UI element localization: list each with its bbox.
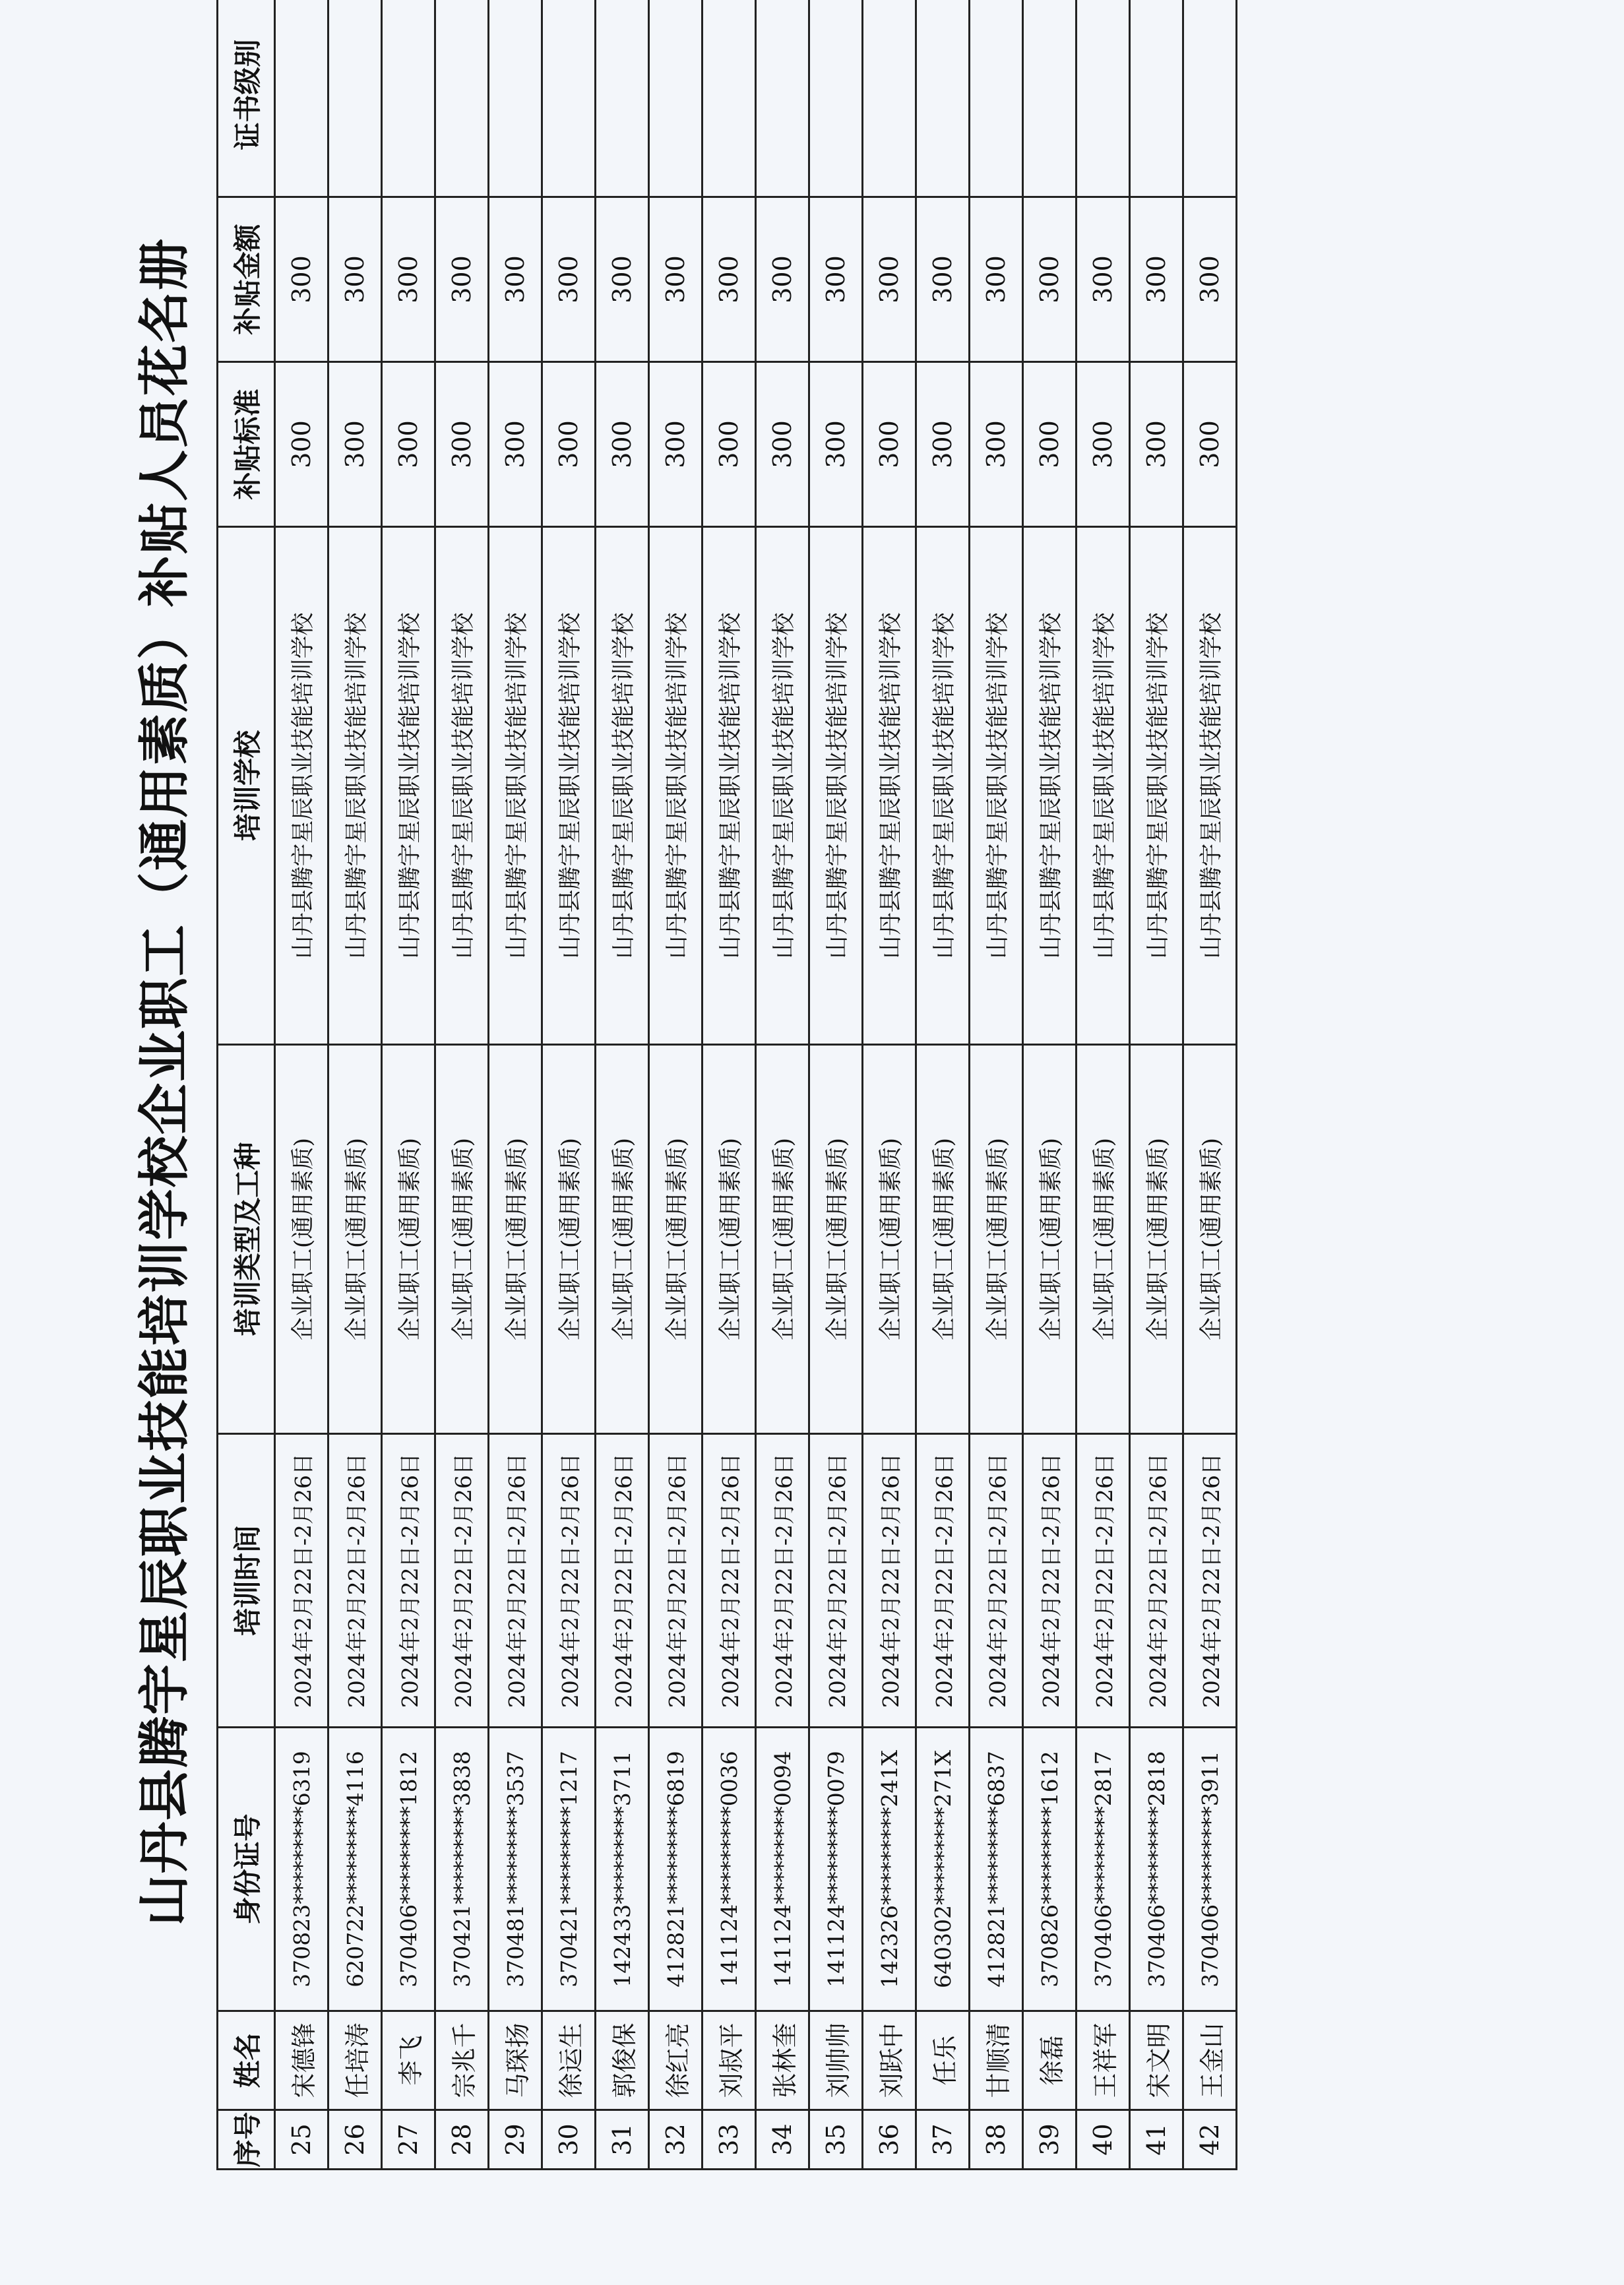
cell-id-number: 370406*********2817 (1077, 1728, 1130, 2011)
cell-subsidy-standard: 300 (970, 362, 1023, 527)
cell-training-type: 企业职工(通用素质) (916, 1045, 970, 1434)
cell-training-school: 山丹县腾宇星辰职业技能培训学校 (703, 527, 756, 1045)
cell-training-time: 2024年2月22日-2月26日 (649, 1434, 703, 1728)
table-row (328, 0, 382, 2170)
cell-training-school: 山丹县腾宇星辰职业技能培训学校 (916, 527, 970, 1045)
header-standard: 补贴标准 (218, 362, 275, 527)
cell-name: 任乐 (916, 2011, 970, 2110)
cell-subsidy-standard: 300 (1183, 362, 1237, 527)
cell-training-type: 企业职工(通用素质) (328, 1045, 382, 1434)
cell-subsidy-amount: 300 (1130, 197, 1183, 362)
cell-certificate-level (435, 0, 489, 197)
cell-training-type: 企业职工(通用素质) (1183, 1045, 1237, 1434)
cell-certificate-level (328, 0, 382, 197)
cell-seq: 34 (756, 2110, 809, 2170)
cell-training-time: 2024年2月22日-2月26日 (1077, 1434, 1130, 1728)
cell-subsidy-amount: 300 (275, 197, 328, 362)
cell-id-number: 142433*********3711 (596, 1728, 649, 2011)
cell-seq: 42 (1183, 2110, 1237, 2170)
cell-subsidy-amount: 300 (1023, 197, 1077, 362)
cell-subsidy-amount: 300 (916, 197, 970, 362)
cell-name: 刘叔平 (703, 2011, 756, 2110)
cell-training-school: 山丹县腾宇星辰职业技能培训学校 (435, 527, 489, 1045)
cell-training-type: 企业职工(通用素质) (382, 1045, 435, 1434)
cell-training-school: 山丹县腾宇星辰职业技能培训学校 (863, 527, 916, 1045)
cell-subsidy-standard: 300 (809, 362, 863, 527)
cell-id-number: 141124*********0036 (703, 1728, 756, 2011)
cell-name: 王祥军 (1077, 2011, 1130, 2110)
cell-id-number: 640302*********271X (916, 1728, 970, 2011)
cell-seq: 26 (328, 2110, 382, 2170)
cell-training-type: 企业职工(通用素质) (703, 1045, 756, 1434)
cell-certificate-level (649, 0, 703, 197)
table-row (1130, 0, 1183, 2170)
cell-name: 李飞 (382, 2011, 435, 2110)
cell-certificate-level (1183, 0, 1237, 197)
cell-subsidy-standard: 300 (596, 362, 649, 527)
cell-id-number: 141124*********0094 (756, 1728, 809, 2011)
cell-certificate-level (489, 0, 542, 197)
cell-training-time: 2024年2月22日-2月26日 (970, 1434, 1023, 1728)
cell-training-school: 山丹县腾宇星辰职业技能培训学校 (328, 527, 382, 1045)
cell-certificate-level (1077, 0, 1130, 197)
cell-certificate-level (542, 0, 596, 197)
cell-certificate-level (809, 0, 863, 197)
cell-training-school: 山丹县腾宇星辰职业技能培训学校 (1183, 527, 1237, 1045)
table-row (863, 0, 916, 2170)
cell-name: 郭俊保 (596, 2011, 649, 2110)
header-level: 证书级别 (218, 0, 275, 197)
table-row (542, 0, 596, 2170)
cell-training-school: 山丹县腾宇星辰职业技能培训学校 (970, 527, 1023, 1045)
cell-subsidy-standard: 300 (382, 362, 435, 527)
cell-training-school: 山丹县腾宇星辰职业技能培训学校 (382, 527, 435, 1045)
cell-id-number: 370406*********2818 (1130, 1728, 1183, 2011)
cell-certificate-level (863, 0, 916, 197)
cell-training-school: 山丹县腾宇星辰职业技能培训学校 (596, 527, 649, 1045)
cell-training-type: 企业职工(通用素质) (275, 1045, 328, 1434)
cell-training-time: 2024年2月22日-2月26日 (863, 1434, 916, 1728)
cell-seq: 39 (1023, 2110, 1077, 2170)
table-row (809, 0, 863, 2170)
header-type: 培训类型及工种 (218, 1045, 275, 1434)
cell-subsidy-amount: 300 (382, 197, 435, 362)
table-row (1077, 0, 1130, 2170)
cell-training-school: 山丹县腾宇星辰职业技能培训学校 (1077, 527, 1130, 1045)
cell-name: 宋文明 (1130, 2011, 1183, 2110)
cell-certificate-level (1130, 0, 1183, 197)
cell-training-time: 2024年2月22日-2月26日 (596, 1434, 649, 1728)
cell-training-time: 2024年2月22日-2月26日 (703, 1434, 756, 1728)
cell-seq: 29 (489, 2110, 542, 2170)
cell-training-school: 山丹县腾宇星辰职业技能培训学校 (542, 527, 596, 1045)
cell-subsidy-standard: 300 (756, 362, 809, 527)
cell-training-type: 企业职工(通用素质) (596, 1045, 649, 1434)
cell-seq: 27 (382, 2110, 435, 2170)
cell-training-time: 2024年2月22日-2月26日 (328, 1434, 382, 1728)
cell-id-number: 141124*********0079 (809, 1728, 863, 2011)
cell-id-number: 620722*********4116 (328, 1728, 382, 2011)
header-amount: 补贴金额 (218, 197, 275, 362)
cell-training-time: 2024年2月22日-2月26日 (435, 1434, 489, 1728)
table-row (703, 0, 756, 2170)
cell-seq: 30 (542, 2110, 596, 2170)
cell-subsidy-standard: 300 (489, 362, 542, 527)
cell-training-time: 2024年2月22日-2月26日 (489, 1434, 542, 1728)
cell-subsidy-amount: 300 (756, 197, 809, 362)
header-seq: 序号 (218, 2110, 275, 2170)
cell-training-school: 山丹县腾宇星辰职业技能培训学校 (756, 527, 809, 1045)
document-title: 山丹县腾宇星辰职业技能培训学校企业职工（通用素质）补贴人员花名册 (135, 237, 195, 1927)
cell-name: 宗兆千 (435, 2011, 489, 2110)
cell-name: 徐磊 (1023, 2011, 1077, 2110)
cell-subsidy-standard: 300 (916, 362, 970, 527)
cell-id-number: 142326*********241X (863, 1728, 916, 2011)
cell-subsidy-standard: 300 (1023, 362, 1077, 527)
cell-subsidy-amount: 300 (863, 197, 916, 362)
cell-id-number: 370421*********3838 (435, 1728, 489, 2011)
cell-seq: 37 (916, 2110, 970, 2170)
cell-training-school: 山丹县腾宇星辰职业技能培训学校 (1130, 527, 1183, 1045)
cell-seq: 38 (970, 2110, 1023, 2170)
cell-training-time: 2024年2月22日-2月26日 (542, 1434, 596, 1728)
cell-training-type: 企业职工(通用素质) (435, 1045, 489, 1434)
cell-certificate-level (382, 0, 435, 197)
header-school: 培训学校 (218, 527, 275, 1045)
cell-seq: 40 (1077, 2110, 1130, 2170)
cell-id-number: 412821*********6819 (649, 1728, 703, 2011)
cell-name: 甘顺清 (970, 2011, 1023, 2110)
cell-name: 王金山 (1183, 2011, 1237, 2110)
cell-name: 宋德锋 (275, 2011, 328, 2110)
table-row (382, 0, 435, 2170)
cell-id-number: 370826*********1612 (1023, 1728, 1077, 2011)
cell-training-type: 企业职工(通用素质) (649, 1045, 703, 1434)
table-row (1023, 0, 1077, 2170)
cell-subsidy-amount: 300 (596, 197, 649, 362)
cell-subsidy-standard: 300 (863, 362, 916, 527)
cell-certificate-level (275, 0, 328, 197)
cell-seq: 41 (1130, 2110, 1183, 2170)
cell-subsidy-standard: 300 (649, 362, 703, 527)
table-row (970, 0, 1023, 2170)
cell-subsidy-amount: 300 (649, 197, 703, 362)
table-header-row (218, 0, 275, 2170)
cell-name: 刘跃中 (863, 2011, 916, 2110)
cell-id-number: 370481*********3537 (489, 1728, 542, 2011)
cell-training-type: 企业职工(通用素质) (809, 1045, 863, 1434)
cell-subsidy-standard: 300 (275, 362, 328, 527)
cell-training-school: 山丹县腾宇星辰职业技能培训学校 (489, 527, 542, 1045)
cell-subsidy-standard: 300 (542, 362, 596, 527)
cell-training-time: 2024年2月22日-2月26日 (1130, 1434, 1183, 1728)
cell-seq: 35 (809, 2110, 863, 2170)
cell-seq: 33 (703, 2110, 756, 2170)
cell-subsidy-standard: 300 (703, 362, 756, 527)
cell-training-type: 企业职工(通用素质) (1023, 1045, 1077, 1434)
cell-subsidy-standard: 300 (435, 362, 489, 527)
cell-subsidy-amount: 300 (542, 197, 596, 362)
cell-training-school: 山丹县腾宇星辰职业技能培训学校 (809, 527, 863, 1045)
cell-subsidy-amount: 300 (489, 197, 542, 362)
rotated-roster-sheet (125, 0, 1227, 2170)
cell-training-school: 山丹县腾宇星辰职业技能培训学校 (1023, 527, 1077, 1045)
cell-training-time: 2024年2月22日-2月26日 (1023, 1434, 1077, 1728)
cell-certificate-level (703, 0, 756, 197)
cell-training-time: 2024年2月22日-2月26日 (1183, 1434, 1237, 1728)
cell-id-number: 370406*********1812 (382, 1728, 435, 2011)
cell-id-number: 370823*********6319 (275, 1728, 328, 2011)
table-row (596, 0, 649, 2170)
cell-id-number: 412821*********6837 (970, 1728, 1023, 2011)
cell-seq: 25 (275, 2110, 328, 2170)
cell-training-type: 企业职工(通用素质) (863, 1045, 916, 1434)
table-row (275, 0, 328, 2170)
cell-subsidy-amount: 300 (328, 197, 382, 362)
cell-subsidy-standard: 300 (1077, 362, 1130, 527)
cell-subsidy-amount: 300 (703, 197, 756, 362)
cell-training-type: 企业职工(通用素质) (970, 1045, 1023, 1434)
cell-training-type: 企业职工(通用素质) (1077, 1045, 1130, 1434)
cell-training-type: 企业职工(通用素质) (542, 1045, 596, 1434)
cell-certificate-level (970, 0, 1023, 197)
cell-subsidy-amount: 300 (1077, 197, 1130, 362)
cell-name: 张林奎 (756, 2011, 809, 2110)
cell-training-school: 山丹县腾宇星辰职业技能培训学校 (649, 527, 703, 1045)
table-row (649, 0, 703, 2170)
cell-certificate-level (916, 0, 970, 197)
header-name: 姓名 (218, 2011, 275, 2110)
table-row (489, 0, 542, 2170)
cell-subsidy-standard: 300 (1130, 362, 1183, 527)
cell-training-type: 企业职工(通用素质) (756, 1045, 809, 1434)
cell-training-time: 2024年2月22日-2月26日 (916, 1434, 970, 1728)
cell-subsidy-standard: 300 (328, 362, 382, 527)
cell-training-time: 2024年2月22日-2月26日 (809, 1434, 863, 1728)
cell-id-number: 370421*********1217 (542, 1728, 596, 2011)
cell-training-type: 企业职工(通用素质) (489, 1045, 542, 1434)
header-id: 身份证号 (218, 1728, 275, 2011)
table-row (435, 0, 489, 2170)
cell-subsidy-amount: 300 (970, 197, 1023, 362)
cell-id-number: 370406*********3911 (1183, 1728, 1237, 2011)
cell-seq: 36 (863, 2110, 916, 2170)
subsidy-roster-table (216, 0, 1237, 2170)
cell-certificate-level (596, 0, 649, 197)
cell-subsidy-amount: 300 (809, 197, 863, 362)
cell-name: 徐红亮 (649, 2011, 703, 2110)
table-row (916, 0, 970, 2170)
cell-training-type: 企业职工(通用素质) (1130, 1045, 1183, 1434)
cell-seq: 28 (435, 2110, 489, 2170)
cell-name: 徐运生 (542, 2011, 596, 2110)
cell-name: 任培涛 (328, 2011, 382, 2110)
cell-seq: 32 (649, 2110, 703, 2170)
cell-training-time: 2024年2月22日-2月26日 (756, 1434, 809, 1728)
cell-name: 马琛扬 (489, 2011, 542, 2110)
cell-training-time: 2024年2月22日-2月26日 (275, 1434, 328, 1728)
cell-seq: 31 (596, 2110, 649, 2170)
table-body (275, 0, 1237, 2170)
cell-training-time: 2024年2月22日-2月26日 (382, 1434, 435, 1728)
cell-subsidy-amount: 300 (1183, 197, 1237, 362)
cell-name: 刘帅帅 (809, 2011, 863, 2110)
cell-certificate-level (1023, 0, 1077, 197)
cell-certificate-level (756, 0, 809, 197)
cell-subsidy-amount: 300 (435, 197, 489, 362)
table-row (756, 0, 809, 2170)
table-row (1183, 0, 1237, 2170)
header-time: 培训时间 (218, 1434, 275, 1728)
cell-training-school: 山丹县腾宇星辰职业技能培训学校 (275, 527, 328, 1045)
